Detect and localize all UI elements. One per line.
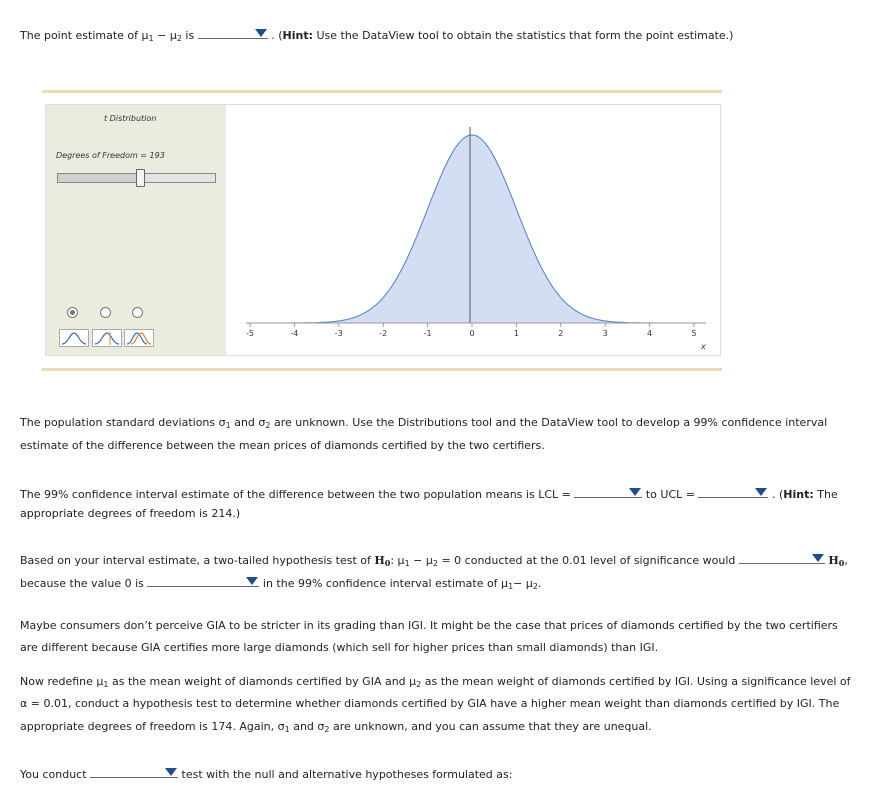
tool-title: t Distribution: [104, 114, 157, 123]
t-distribution-tool: [45, 104, 721, 356]
consumer-perception-line2: are different because GIA certifies more large diamonds (which sell for higher prices than small diamonds) than IGI.: [20, 641, 659, 654]
point-estimate-question: The point estimate of $\mu_1 - \mu_2$ is . (Hint: Use the DataView tool to obtain the statistics that form the point estimate.): [20, 26, 733, 43]
two-distributions-icon[interactable]: [124, 329, 154, 347]
tool-top-divider: [42, 90, 722, 93]
chevron-down-icon: [755, 488, 767, 496]
x-axis-ticks: [250, 323, 694, 327]
consumer-perception-line1: Maybe consumers don’t perceive GIA to be stricter in its grading than IGI. It might be the case that prices of diamonds certified by the two certifiers: [20, 619, 838, 632]
tool-control-panel: [46, 105, 226, 355]
density-area: [250, 135, 694, 323]
chevron-down-icon: [255, 29, 267, 37]
ucl-dropdown[interactable]: [698, 485, 768, 498]
reject-decision-dropdown[interactable]: [739, 551, 825, 564]
x-tick-label: 2: [558, 329, 564, 338]
population-std-paragraph-line2: estimate of the difference between the mean prices of diamonds certified by the two certifiers.: [20, 439, 545, 452]
x-tick-label: 0: [469, 329, 475, 338]
chevron-down-icon: [165, 768, 177, 776]
x-tick-label: 1: [513, 329, 519, 338]
radio-two-tail-distribution[interactable]: [132, 307, 143, 318]
redefine-paragraph-line2: α = 0.01, conduct a hypothesis test to determine whether diamonds certified by GIA have a higher mean weight than diamonds certified by IGI. The: [20, 697, 840, 710]
point-estimate-dropdown[interactable]: [198, 26, 268, 39]
t-distribution-plot: [226, 105, 720, 355]
interval-contains-dropdown[interactable]: [147, 574, 259, 587]
redefine-paragraph-line1: Now redefine $\mu_1$ as the mean weight of diamonds certified by GIA and $\mu_2$ as the mean weight of diamonds certified by IGI. Using a significance level of: [20, 675, 851, 689]
redefine-paragraph-line3: appropriate degrees of freedom is 174. Again, $\sigma_1$ and $\sigma_2$ are unknown, and you can assume that they are unequal.: [20, 720, 652, 734]
confidence-interval-hint-line2: appropriate degrees of freedom is 214.): [20, 507, 241, 520]
confidence-interval-question: The 99% confidence interval estimate of the difference between the two population means is LCL = to UCL = . (Hint: The: [20, 485, 838, 501]
test-type-question: You conduct test with the null and alternative hypotheses formulated as:: [20, 765, 512, 781]
distribution-icon[interactable]: [59, 329, 89, 347]
x-tick-label: 4: [647, 329, 653, 338]
population-std-paragraph-line1: The population standard deviations $\sigma_1$ and $\sigma_2$ are unknown. Use the Distributions tool and the DataView tool to develop a 99% confidence interval: [20, 416, 828, 430]
chevron-down-icon: [246, 577, 258, 585]
chevron-down-icon: [812, 554, 824, 562]
hypothesis-test-question-line1: Based on your interval estimate, a two-tailed hypothesis test of $H_0$: $\mu_1 - \mu_2 = 0$ conducted at the 0.01 level of significance would $H_0$,: [20, 551, 848, 568]
x-axis-label: x: [701, 342, 706, 351]
radio-normal-distribution[interactable]: [67, 307, 78, 318]
radio-one-tail-distribution[interactable]: [100, 307, 111, 318]
tool-bottom-divider: [42, 368, 722, 371]
hypothesis-test-question-line2: because the value 0 is in the 99% confidence interval estimate of $\mu_1- \mu_2$.: [20, 574, 541, 591]
x-tick-label: -3: [334, 329, 343, 338]
x-tick-label: 5: [691, 329, 697, 338]
degrees-of-freedom-label: Degrees of Freedom = 193: [56, 151, 165, 160]
x-tick-label: -2: [379, 329, 388, 338]
slider-fill: [58, 174, 140, 182]
chevron-down-icon: [629, 488, 641, 496]
slider-thumb[interactable]: [136, 169, 145, 187]
shifted-distribution-icon[interactable]: [92, 329, 122, 347]
x-tick-label: 3: [602, 329, 608, 338]
x-tick-label: -5: [246, 329, 254, 338]
degrees-of-freedom-slider[interactable]: [57, 173, 216, 183]
x-tick-label: -4: [290, 329, 299, 338]
test-type-dropdown[interactable]: [90, 765, 178, 778]
lcl-dropdown[interactable]: [574, 485, 642, 498]
x-tick-label: -1: [423, 329, 432, 338]
